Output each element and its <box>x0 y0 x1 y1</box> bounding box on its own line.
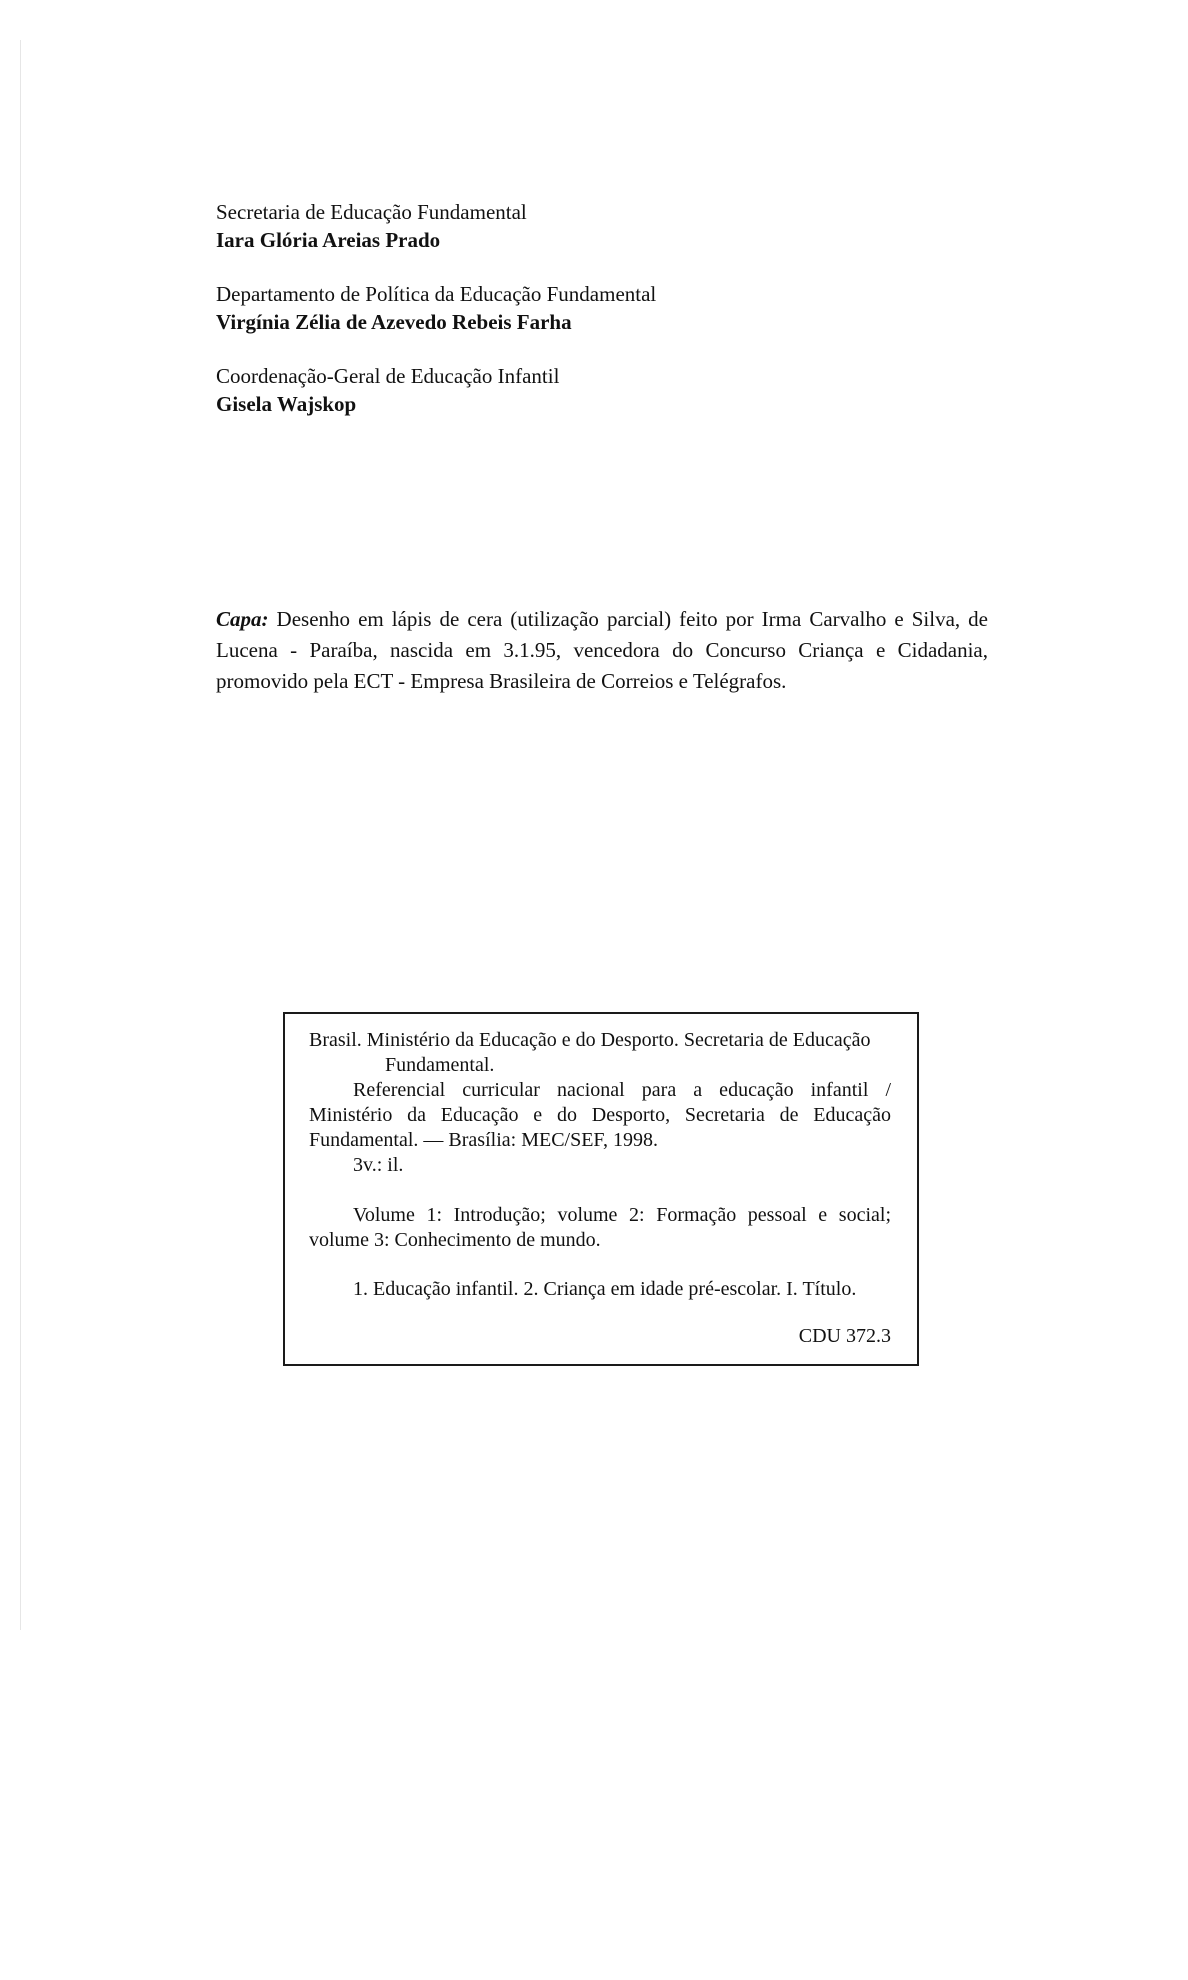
cover-note <box>216 604 988 697</box>
credit-unit: Coordenação-Geral de Educação Infantil <box>216 364 560 388</box>
cover-note-label: Capa: <box>216 607 269 631</box>
catalog-spacer <box>309 1178 891 1203</box>
catalog-spacer <box>309 1253 891 1277</box>
credit-block <box>216 280 996 336</box>
catalog-physical-description: 3v.: il. <box>353 1154 404 1176</box>
credit-block <box>216 362 996 418</box>
credit-person: Virgínia Zélia de Azevedo Rebeis Farha <box>216 310 572 334</box>
catalog-contents-note: Volume 1: Introdução; volume 2: Formação pessoal e social; volume 3: Conhecimento de mundo. <box>309 1204 891 1251</box>
catalog-card <box>283 1012 919 1366</box>
credit-block <box>216 198 996 254</box>
credit-person: Gisela Wajskop <box>216 392 357 416</box>
credits-section <box>216 198 996 444</box>
scan-edge-line <box>20 40 21 1630</box>
catalog-heading-line2: Fundamental. <box>385 1054 495 1076</box>
catalog-cdu-number: CDU 372.3 <box>798 1325 891 1347</box>
catalog-title-entry: Referencial curricular nacional para a educação infantil / Ministério da Educação e do Desporto, Secretaria de Educação Fundamental. — Brasília: MEC/SEF, 1998. <box>309 1079 891 1151</box>
credit-unit: Secretaria de Educação Fundamental <box>216 200 527 224</box>
cover-note-text: Desenho em lápis de cera (utilização parcial) feito por Irma Carvalho e Silva, de Lucena - Paraíba, nascida em 3.1.95, vencedora do Concurso Criança e Cidadania, promovido pela ECT - Empresa Brasileira de Correios e Telégrafos. <box>216 607 988 693</box>
credit-unit: Departamento de Política da Educação Fundamental <box>216 282 657 306</box>
catalog-subject-headings: 1. Educação infantil. 2. Criança em idade pré-escolar. I. Título. <box>353 1278 857 1300</box>
credit-person: Iara Glória Areias Prado <box>216 228 441 252</box>
catalog-heading-line1: Brasil. Ministério da Educação e do Desporto. Secretaria de Educação <box>309 1029 871 1051</box>
